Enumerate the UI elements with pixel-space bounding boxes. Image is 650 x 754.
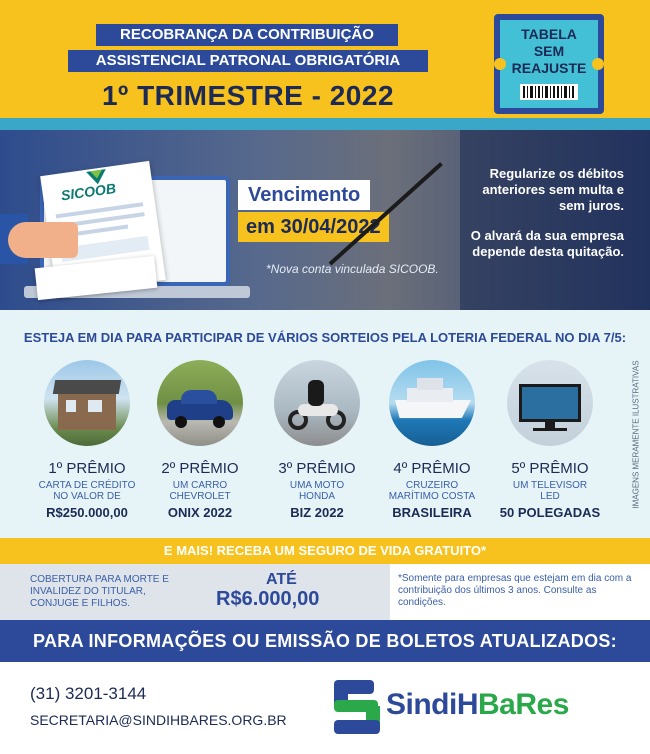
sindihbares-logo <box>386 688 569 722</box>
prize-value: 50 POLEGADAS <box>499 505 601 520</box>
coverage-text: COBERTURA PARA MORTE E INVALIDEZ DO TITULAR, CONJUGE E FILHOS. <box>30 574 169 609</box>
email-link[interactable]: SECRETARIA@SINDIHBARES.ORG.BR <box>30 712 287 728</box>
phone-number[interactable]: (31) 3201-3144 <box>30 684 147 703</box>
prize-value: BIZ 2022 <box>290 505 344 520</box>
image-disclaimer: IMAGENS MERAMENTE ILUSTRATIVAS <box>631 360 641 509</box>
prize-title: 5º PRÊMIO <box>511 460 589 477</box>
prize-title: 1º PRÊMIO <box>48 460 126 477</box>
logo-text-part-2: BaRes <box>478 688 569 721</box>
prize-card-3 <box>262 360 372 520</box>
prizes-heading: ESTEJA EM DIA PARA PARTICIPAR DE VÁRIOS SORTEIOS PELA LOTERIA FEDERAL NO DIA 7/5: <box>23 330 627 345</box>
prize-card-5 <box>495 360 605 520</box>
quarter-title: 1º TRIMESTRE - 2022 <box>101 80 395 111</box>
sindihbares-logo-icon <box>334 680 382 734</box>
header-divider <box>0 118 650 130</box>
coverage-conditions-note: *Somente para empresas que estejam em dia com a contribuição dos últimos 3 anos. Consulte as condições. <box>398 573 632 608</box>
prize-desc-line-2: NO VALOR DE <box>53 491 121 502</box>
prize-card-2 <box>145 360 255 520</box>
prize-title: 4º PRÊMIO <box>393 460 471 477</box>
prize-card-4 <box>377 360 487 520</box>
prize-value: BRASILEIRA <box>392 505 472 520</box>
car-image <box>157 360 243 446</box>
prize-value: ONIX 2022 <box>167 505 233 520</box>
prize-desc-line-2: HONDA <box>298 491 336 502</box>
prize-title: 3º PRÊMIO <box>278 460 356 477</box>
coverage-section <box>0 564 650 620</box>
ticket-line-3: REAJUSTE <box>511 60 587 76</box>
hand-icon <box>8 222 78 258</box>
prizes-section <box>0 310 650 538</box>
sicoob-logo: SICOOB <box>59 179 117 204</box>
up-to-label: ATÉ <box>266 571 297 588</box>
house-image <box>44 360 130 446</box>
prize-value: R$250.000,00 <box>46 505 128 520</box>
prize-desc-line-1: UM TELEVISOR <box>512 480 588 491</box>
account-note: *Nova conta vinculada SICOOB. <box>266 262 439 276</box>
prize-desc-line-1: CRUZEIRO <box>405 480 459 491</box>
title-line-1: RECOBRANÇA DA CONTRIBUIÇÃO <box>96 24 398 46</box>
price-ticket-badge <box>494 14 604 114</box>
prize-desc-line-1: UM CARRO <box>172 480 228 491</box>
prize-title: 2º PRÊMIO <box>161 460 239 477</box>
life-insurance-banner: E MAIS! RECEBA UM SEGURO DE VIDA GRATUITO* <box>0 538 650 564</box>
logo-text-part-1: SindiH <box>386 688 478 721</box>
television-image <box>507 360 593 446</box>
debt-regularize-text: Regularize os débitos anteriores sem multa e sem juros. <box>482 166 624 213</box>
prize-desc-line-1: CARTA DE CRÉDITO <box>38 480 136 491</box>
prize-desc-line-2: CHEVROLET <box>169 491 231 502</box>
title-line-2: ASSISTENCIAL PATRONAL OBRIGATÓRIA <box>68 50 428 72</box>
info-banner: PARA INFORMAÇÕES OU EMISSÃO DE BOLETOS ATUALIZADOS: <box>0 620 650 662</box>
due-label: Vencimento <box>238 180 370 210</box>
ticket-line-1: TABELA <box>521 26 577 42</box>
motorcycle-image <box>274 360 360 446</box>
prize-card-1 <box>32 360 142 520</box>
license-notice-text: O alvará da sua empresa depende desta quitação. <box>470 228 624 259</box>
prize-desc-line-2: LED <box>540 491 560 502</box>
prize-desc-line-2: MARÍTIMO COSTA <box>388 491 476 502</box>
contact-footer <box>0 662 650 754</box>
barcode-icon <box>520 84 578 100</box>
header-banner <box>0 0 650 128</box>
cruise-ship-image <box>389 360 475 446</box>
ticket-line-2: SEM <box>533 43 565 59</box>
due-date: em 30/04/2022 <box>238 212 389 242</box>
prize-desc-line-1: UMA MOTO <box>289 480 345 491</box>
coverage-amount: R$6.000,00 <box>216 588 320 610</box>
